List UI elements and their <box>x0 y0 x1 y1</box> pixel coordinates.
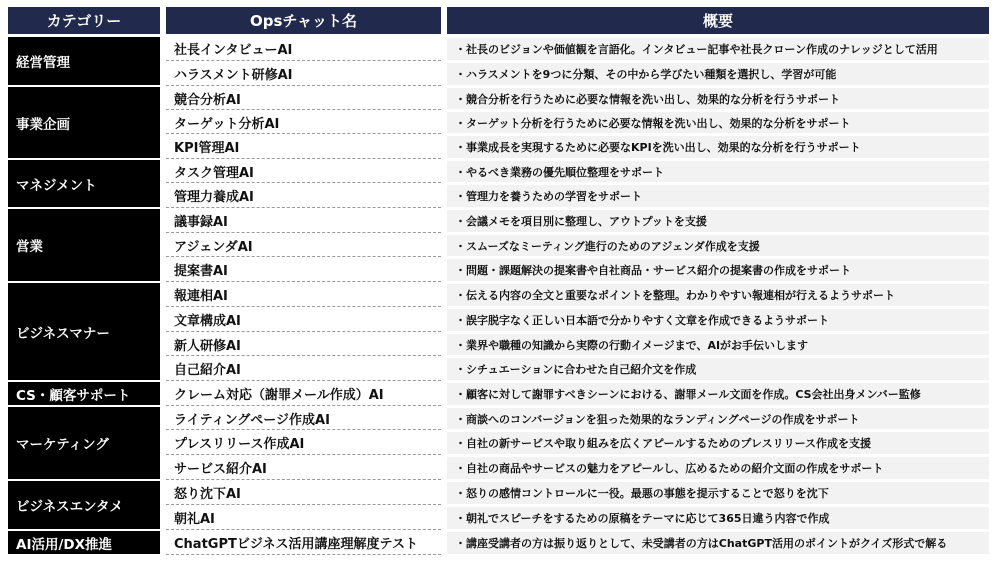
chat-name-cell: プレスリリース作成AI <box>166 431 441 455</box>
category-cell: マネジメント <box>8 160 160 207</box>
chat-name-cell: 管理力養成AI <box>166 184 441 208</box>
description-cell: ・問題・課題解決の提案書や自社商品・サービス紹介の提案書の作成をサポート <box>447 259 989 281</box>
chat-name-cell: サービス紹介AI <box>166 456 441 480</box>
description-cell: ・競合分析を行うために必要な情報を洗い出し、効果的な分析を行うサポート <box>447 88 989 109</box>
chat-name-cell: ライティングページ作成AI <box>166 407 441 430</box>
description-cell: ・商談へのコンバージョンを狙った効果的なランディングページの作成をサポート <box>447 408 989 429</box>
chat-name-cell: アジェンダAI <box>166 234 441 257</box>
description-cell: ・事業成長を実現するために必要なKPIを洗い出し、効果的な分析を行うサポート <box>447 136 989 158</box>
description-cell: ・シチュエーションに合わせた自己紹介文を作成 <box>447 358 989 380</box>
category-cell: 事業企画 <box>8 87 160 158</box>
chat-name-cell: ハラスメント研修AI <box>166 62 441 86</box>
chat-name-cell: 社長インタビューAI <box>166 37 441 61</box>
category-cell: 営業 <box>8 209 160 281</box>
category-cell: CS・顧客サポート <box>8 382 160 405</box>
chat-name-cell: タスク管理AI <box>166 160 441 183</box>
chat-name-cell: 競合分析AI <box>166 87 441 110</box>
description-cell: ・管理力を養うための学習をサポート <box>447 185 989 207</box>
description-cell: ・伝える内容の全文と重要なポイントを整理。わかりやすい報連相が行えるようサポート <box>447 284 989 306</box>
chat-name-cell: 自己紹介AI <box>166 357 441 381</box>
category-cell: ビジネスマナー <box>8 283 160 380</box>
category-cell: AI活用/DX推進 <box>8 531 160 554</box>
chat-name-cell: ターゲット分析AI <box>166 111 441 134</box>
description-cell: ・ハラスメントを9つに分類、その中から学びたい種類を選択し、学習が可能 <box>447 63 989 85</box>
description-cell: ・朝礼でスピーチをするための原稿をテーマに応じて365日違う内容で作成 <box>447 507 989 529</box>
description-cell: ・会議メモを項目別に整理し、アウトプットを支援 <box>447 210 989 232</box>
chat-name-cell: 怒り沈下AI <box>166 481 441 505</box>
category-cell: 経営管理 <box>8 37 160 85</box>
description-cell: ・誤字脱字なく正しい日本語で分かりやすく文章を作成できるようサポート <box>447 309 989 331</box>
chat-name-cell: クレーム対応（謝罪メール作成）AI <box>166 382 441 406</box>
header-category: カテゴリー <box>8 7 160 34</box>
description-cell: ・社長のビジョンや価値観を言語化。インタビュー記事や社長クローン作成のナレッジとして活用 <box>447 38 989 60</box>
chat-name-cell: 議事録AI <box>166 209 441 233</box>
chat-name-cell: KPI管理AI <box>166 135 441 159</box>
chat-name-cell: ChatGPTビジネス活用講座理解度テスト <box>166 531 441 555</box>
category-cell: マーケティング <box>8 407 160 479</box>
description-cell: ・顧客に対して謝罪すべきシーンにおける、謝罪メール文面を作成。CS会社出身メンバー監修 <box>447 383 989 405</box>
header-description: 概要 <box>447 7 989 34</box>
description-cell: ・講座受講者の方は振り返りとして、未受講者の方はChatGPT活用のポイントがクイズ形式で解る <box>447 532 989 554</box>
chat-name-cell: 報連相AI <box>166 283 441 307</box>
description-cell: ・業界や職種の知識から実際の行動イメージまで、AIがお手伝いします <box>447 334 989 355</box>
description-cell: ・スムーズなミーティング進行のためのアジェンダ作成を支援 <box>447 235 989 256</box>
description-cell: ・自社の新サービスや取り組みを広くアピールするためのプレスリリース作成を支援 <box>447 432 989 454</box>
chat-name-cell: 朝礼AI <box>166 506 441 530</box>
category-cell: ビジネスエンタメ <box>8 481 160 529</box>
description-cell: ・ターゲット分析を行うために必要な情報を洗い出し、効果的な分析をサポート <box>447 112 989 133</box>
chat-name-cell: 提案書AI <box>166 258 441 282</box>
description-cell: ・やるべき業務の優先順位整理をサポート <box>447 161 989 182</box>
description-cell: ・自社の商品やサービスの魅力をアピールし、広めるための紹介文面の作成をサポート <box>447 457 989 479</box>
chat-name-cell: 文章構成AI <box>166 308 441 332</box>
description-cell: ・怒りの感情コントロールに一役。最悪の事態を提示することで怒りを沈下 <box>447 482 989 504</box>
chat-name-cell: 新人研修AI <box>166 333 441 356</box>
header-chat-name: Opsチャット名 <box>166 7 441 34</box>
